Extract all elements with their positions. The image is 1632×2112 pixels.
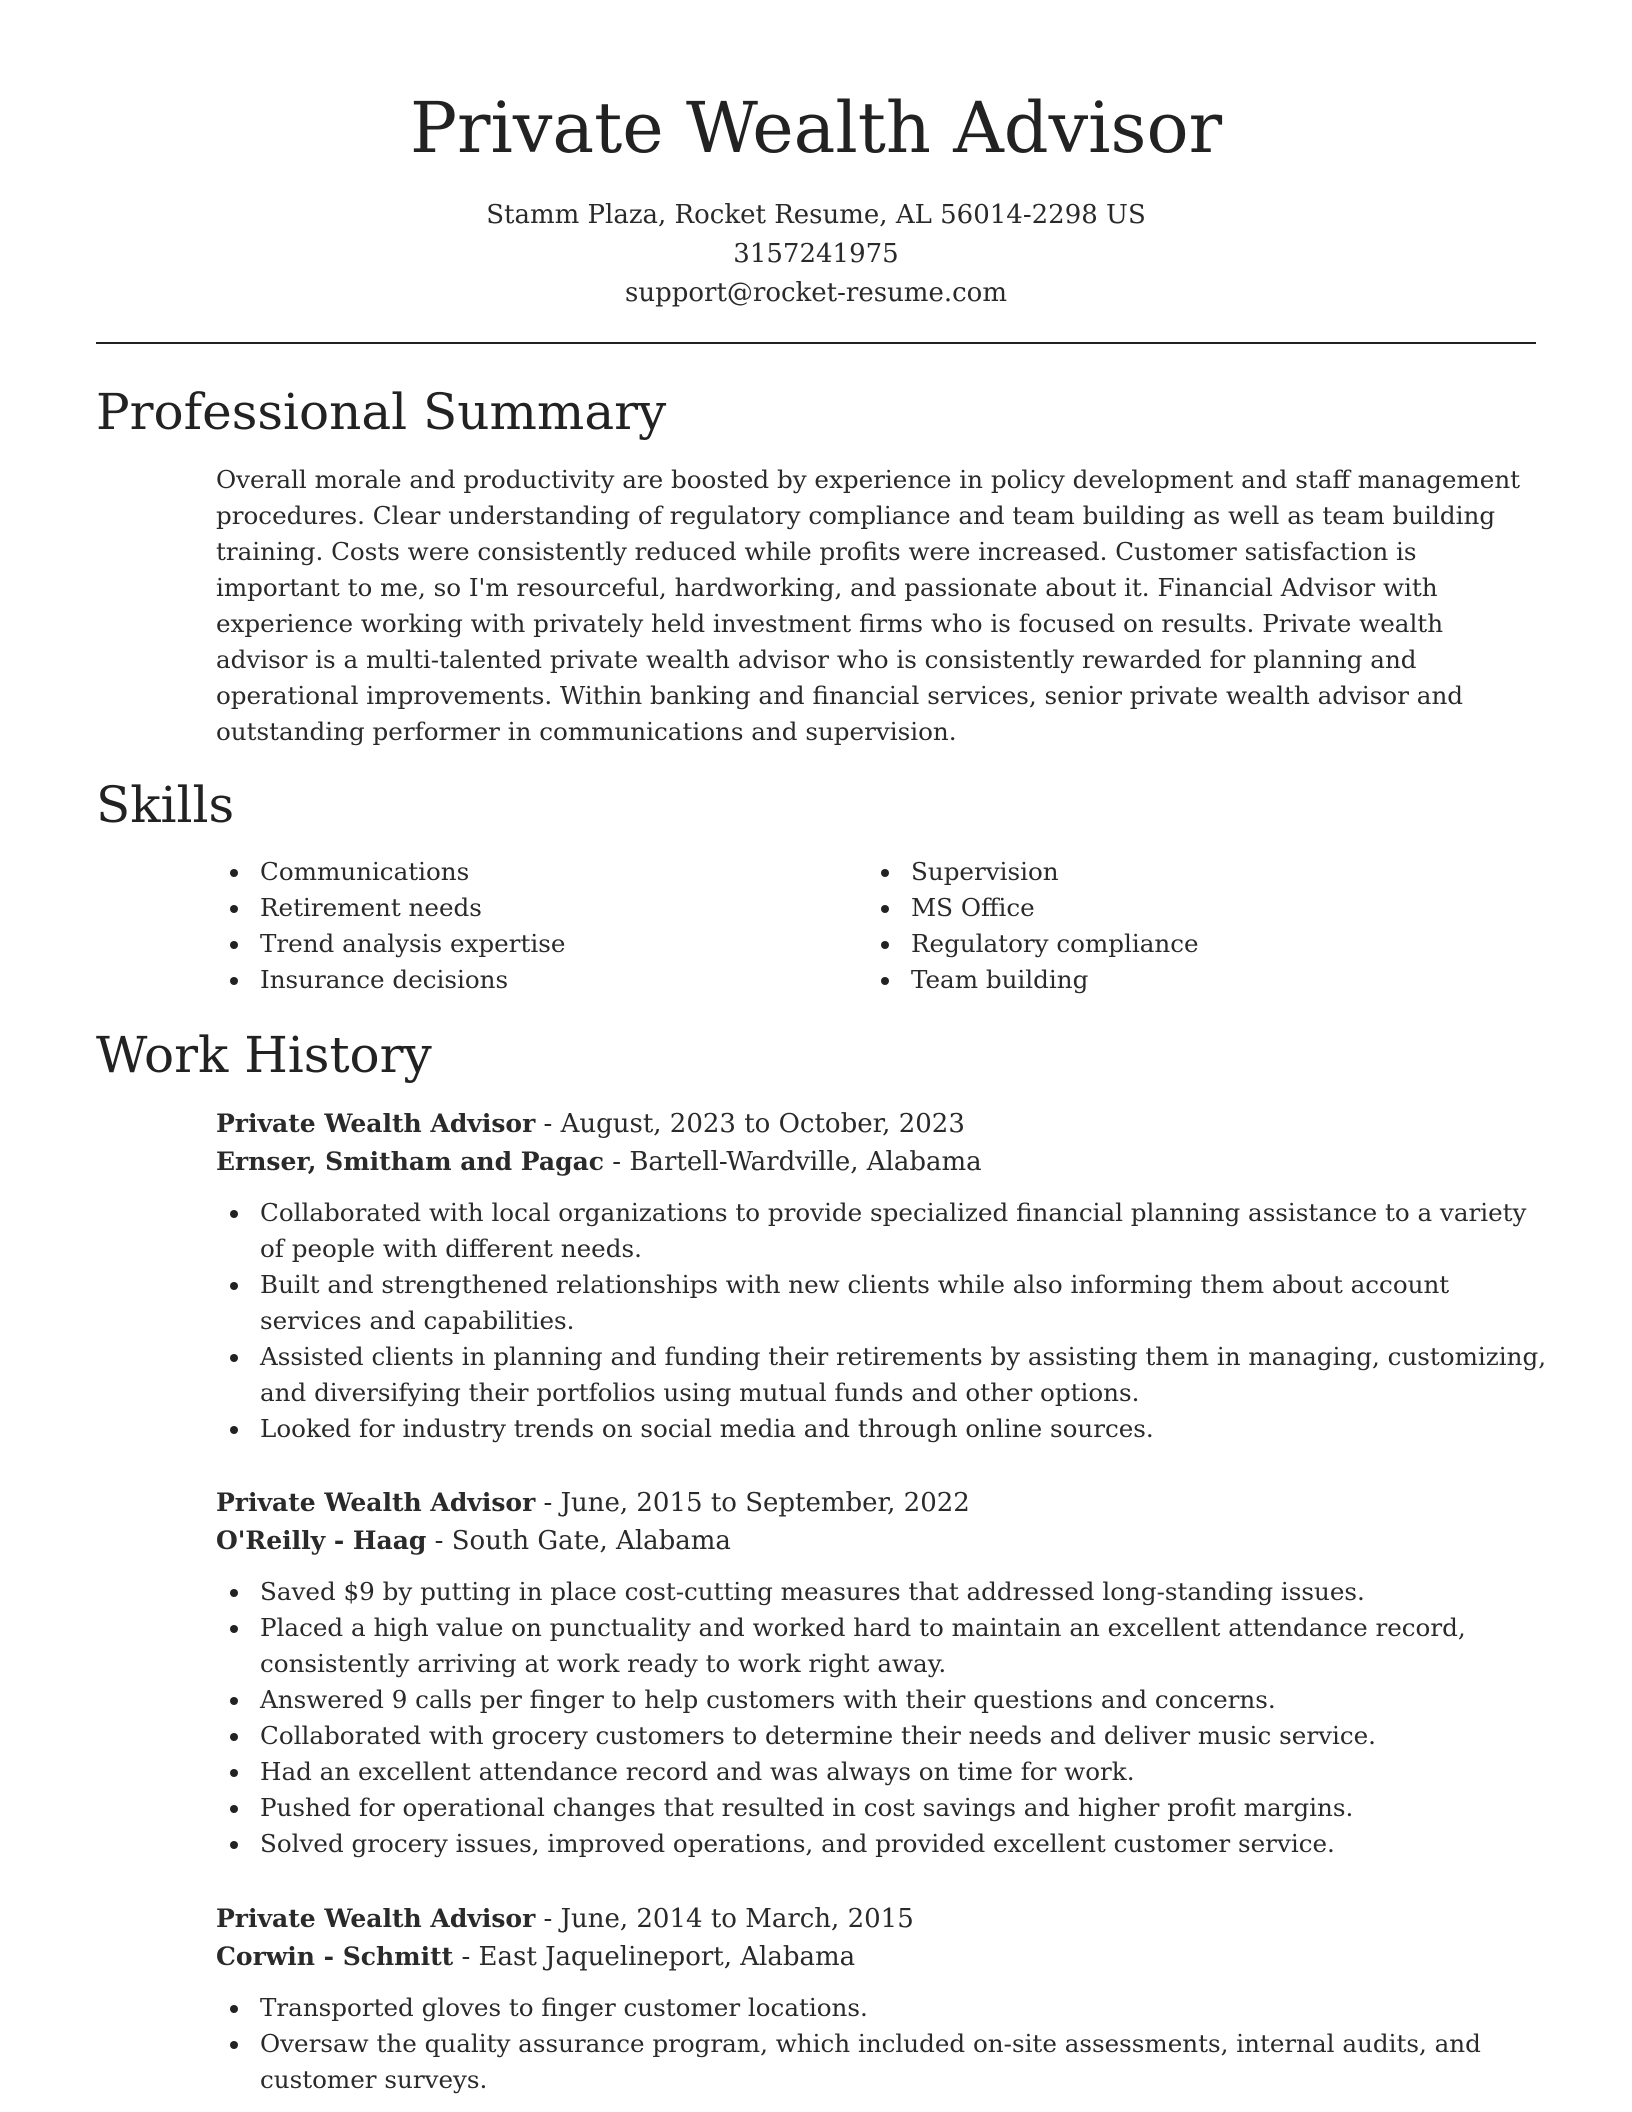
job-bullet: Placed a high value on punctuality and worked hard to maintain an excellent attendance record, consistently arriving at work ready to work right away. [216, 1610, 1546, 1682]
job-bullet: Had an excellent attendance record and was always on time for work. [216, 1754, 1546, 1790]
job-entry [216, 1484, 1546, 1862]
job-bullets [216, 1990, 1546, 2098]
job-bullets [216, 1574, 1546, 1862]
job-bullet: Assisted clients in planning and funding their retirements by assisting them in managing, customizing, and diversifying their portfolios using mutual funds and other options. [216, 1339, 1546, 1411]
job-title-line [216, 1484, 1546, 1522]
job-dates: - June, 2015 to September, 2022 [535, 1488, 970, 1518]
skill-item: Retirement needs [216, 890, 776, 926]
phone: 3157241975 [733, 239, 899, 269]
job-title-line [216, 1900, 1546, 1938]
job-company: O'Reilly - Haag [216, 1526, 427, 1555]
address: Stamm Plaza, Rocket Resume, AL 56014-2298 US [486, 200, 1146, 230]
job-entry [216, 1900, 1546, 2098]
skill-item: Team building [867, 962, 1427, 998]
job-bullet: Collaborated with local organizations to provide specialized financial planning assistance to a variety of people with different needs. [216, 1195, 1546, 1267]
job-bullet: Collaborated with grocery customers to determine their needs and deliver music service. [216, 1718, 1546, 1754]
skills-list-right [867, 854, 1427, 998]
job-bullet: Oversaw the quality assurance program, which included on-site assessments, internal audits, and customer surveys. [216, 2026, 1546, 2098]
job-entry [216, 1105, 1546, 1447]
job-company: Corwin - Schmitt [216, 1942, 454, 1971]
skill-item: Trend analysis expertise [216, 926, 776, 962]
job-bullet: Looked for industry trends on social media and through online sources. [216, 1411, 1546, 1447]
job-location: - Bartell-Wardville, Alabama [604, 1147, 982, 1177]
job-dates: - June, 2014 to March, 2015 [535, 1904, 914, 1934]
job-bullet: Transported gloves to finger customer locations. [216, 1990, 1546, 2026]
job-company-line [216, 1143, 1546, 1181]
job-bullet: Solved grocery issues, improved operations, and provided excellent customer service. [216, 1826, 1546, 1862]
contact-block [0, 196, 1632, 313]
job-bullets [216, 1195, 1546, 1447]
skill-item: Regulatory compliance [867, 926, 1427, 962]
job-role: Private Wealth Advisor [216, 1488, 536, 1517]
job-bullet: Saved $9 by putting in place cost-cutting measures that addressed long-standing issues. [216, 1574, 1546, 1610]
job-location: - East Jaquelineport, Alabama [453, 1942, 856, 1972]
skills-heading: Skills [96, 776, 235, 834]
job-company-line [216, 1938, 1546, 1976]
candidate-name: Private Wealth Advisor [409, 87, 1223, 169]
job-location: - South Gate, Alabama [426, 1526, 731, 1556]
summary-text: Overall morale and productivity are boosted by experience in policy development and staff management procedures. Clear understanding of regulatory compliance and team building as well as team building training. Costs were consistently reduced while profits were increased. Customer satisfaction is important to me, so I'm resourceful, hardworking, and passionate about it. Financial Advisor with experience working with privately held investment firms who is focused on results. Private wealth advisor is a multi-talented private wealth advisor who is consistently rewarded for planning and operational improvements. Within banking and financial services, senior private wealth advisor and outstanding performer in communications and supervision. [216, 465, 1521, 746]
job-role: Private Wealth Advisor [216, 1109, 536, 1138]
summary-heading: Professional Summary [96, 383, 667, 441]
resume-header [0, 0, 1632, 313]
job-bullet: Built and strengthened relationships with new clients while also informing them about account services and capabilities. [216, 1267, 1546, 1339]
job-bullet: Pushed for operational changes that resulted in cost savings and higher profit margins. [216, 1790, 1546, 1826]
work-history-heading: Work History [96, 1026, 432, 1084]
job-company-line [216, 1522, 1546, 1560]
skill-item: MS Office [867, 890, 1427, 926]
email: support@rocket-resume.com [624, 278, 1007, 308]
job-bullet: Answered 9 calls per finger to help customers with their questions and concerns. [216, 1682, 1546, 1718]
skill-item: Supervision [867, 854, 1427, 890]
skill-item: Communications [216, 854, 776, 890]
job-title-line [216, 1105, 1546, 1143]
skill-item: Insurance decisions [216, 962, 776, 998]
job-role: Private Wealth Advisor [216, 1904, 536, 1933]
job-dates: - August, 2023 to October, 2023 [535, 1109, 965, 1139]
job-company: Ernser, Smitham and Pagac [216, 1147, 605, 1176]
header-divider [96, 342, 1536, 344]
skills-list-left [216, 854, 776, 998]
